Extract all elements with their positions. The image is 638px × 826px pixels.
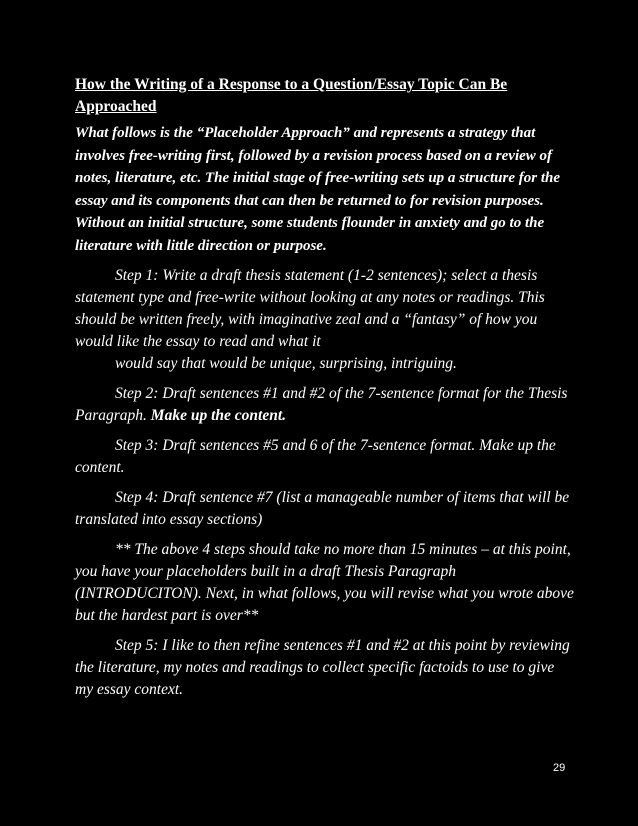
step-1-text: Step 1: Write a draft thesis statement (1-2 sentences); select a thesis statement type and free-write without looking at any notes or readings. This should be written freely, with imaginative zeal and a “fantasy” of how you would like the essay to read and what it — [75, 267, 545, 350]
step-1-paragraph — [75, 265, 575, 375]
step-2-paragraph — [75, 383, 575, 427]
step-4-text: Step 4: Draft sentence #7 (list a manageable number of items that will be translated into essay sections) — [75, 489, 570, 528]
note-paragraph — [75, 539, 575, 627]
step-5-text: Step 5: I like to then refine sentences #1 and #2 at this point by reviewing the literature, my notes and readings to collect specific factoids to use to give my essay context. — [75, 637, 570, 698]
note-text: ** The above 4 steps should take no more than 15 minutes – at this point, you have your placeholders built in a draft Thesis Paragraph (INTRODUCITON). Next, in what follows, you will revise what you wrote above but the hardest part is over** — [75, 541, 574, 624]
step-3-paragraph — [75, 435, 575, 479]
step-5-paragraph — [75, 635, 575, 701]
page-number: 29 — [553, 762, 566, 774]
step-2-text: Step 2: Draft sentences #1 and #2 of the 7-sentence format for the Thesis Paragraph. — [75, 385, 568, 424]
page-content — [75, 74, 575, 701]
step-4-paragraph — [75, 487, 575, 531]
section-heading: How the Writing of a Response to a Question/Essay Topic Can Be Approached — [75, 76, 508, 115]
step-1-continuation: would say that would be unique, surprising, intriguing. — [115, 355, 457, 372]
step-3-text: Step 3: Draft sentences #5 and 6 of the 7-sentence format. Make up the content. — [75, 437, 556, 476]
intro-paragraph: What follows is the “Placeholder Approach” and represents a strategy that involves free-writing first, followed by a revision process based on a review of notes, literature, etc. The initial stage of free-writing sets up a structure for the essay and its components that can then be returned to for revision purposes. Without an initial structure, some students flounder in anxiety and go to the literature with little direction or purpose. — [75, 125, 561, 254]
step-2-emphasis: Make up the content. — [150, 407, 286, 424]
